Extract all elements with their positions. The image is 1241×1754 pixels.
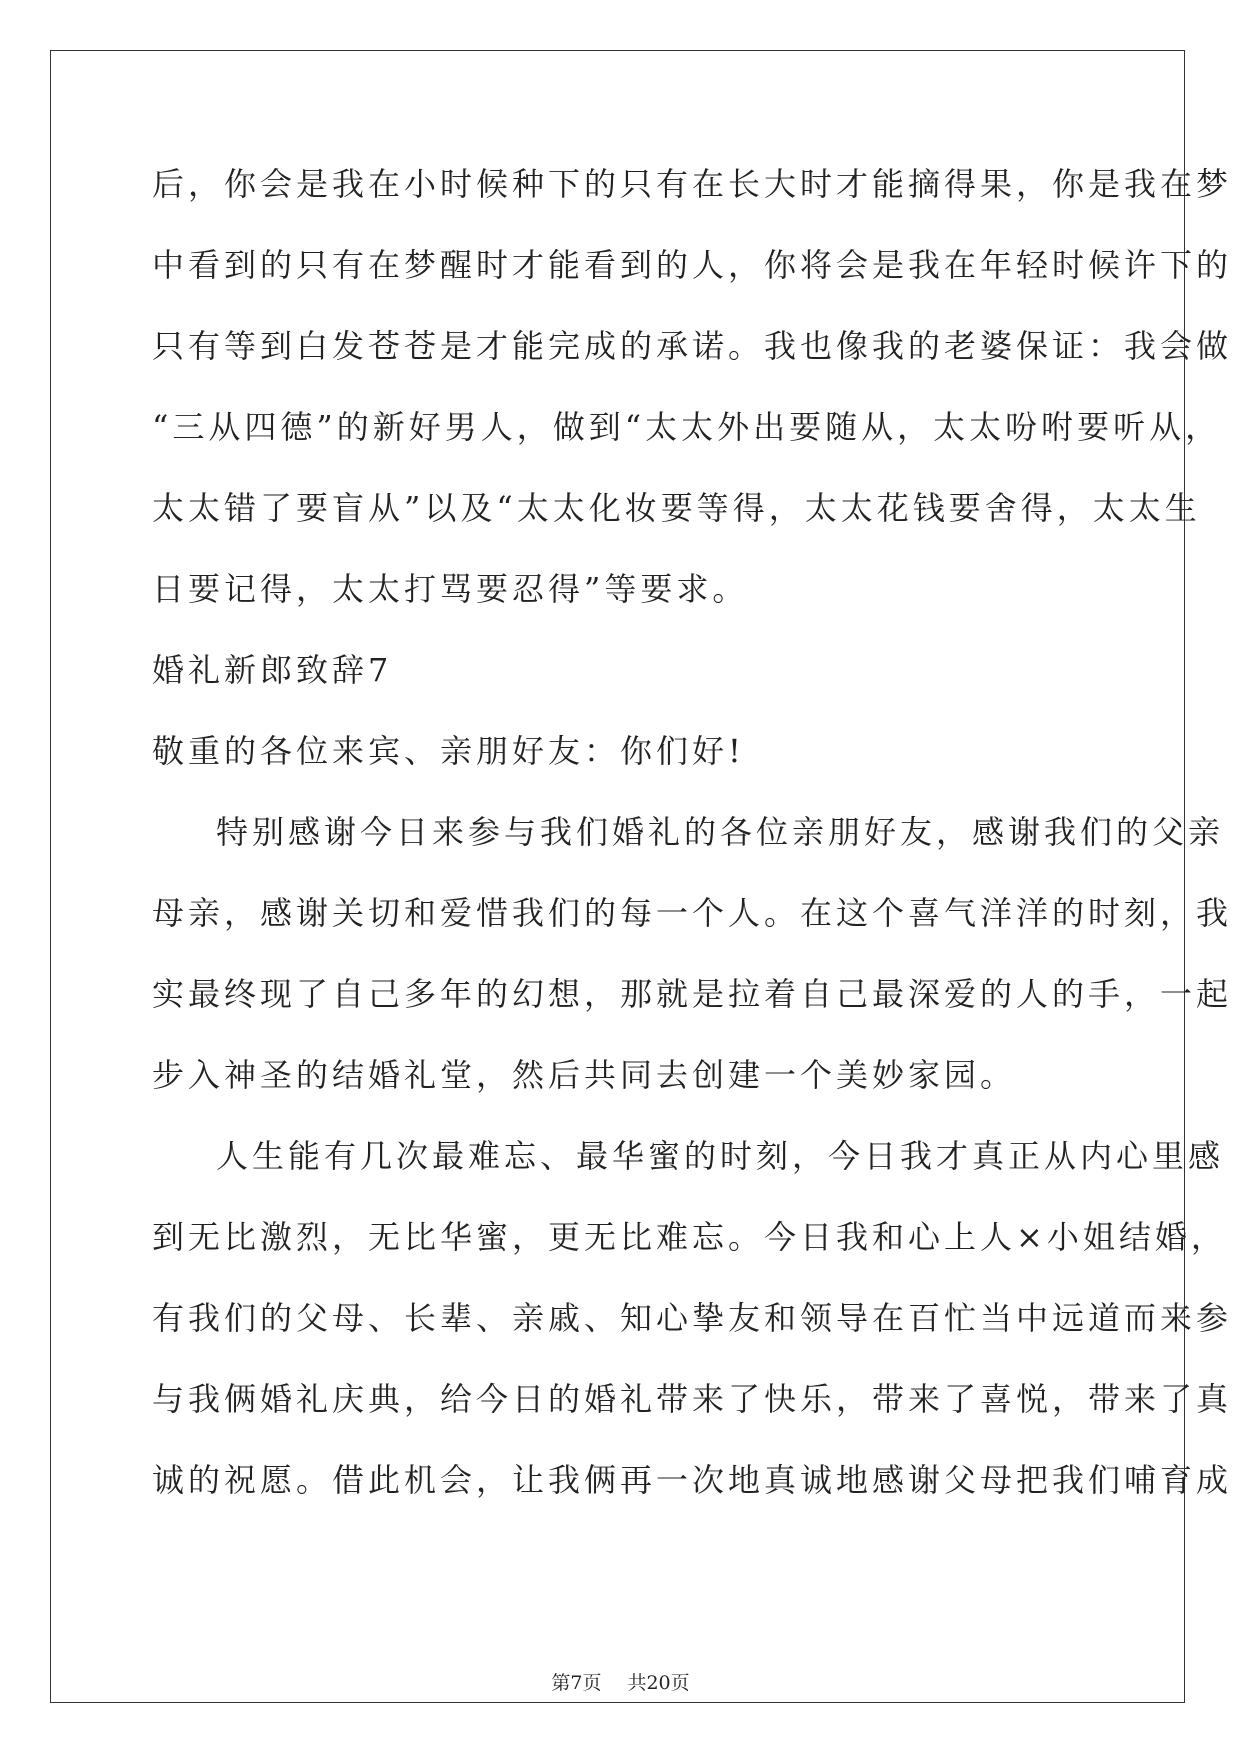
text-line: 人生能有几次最难忘、最华蜜的时刻，今日我才真正从内心里感 — [216, 1137, 1225, 1175]
document-body — [152, 164, 1233, 1541]
section-heading: 婚礼新郎致辞7 — [152, 651, 393, 689]
text-line: 有我们的父母、长辈、亲戚、知心挚友和领导在百忙当中远道而来参 — [152, 1299, 1233, 1337]
page-total: 共20页 — [627, 1672, 690, 1694]
salutation: 敬重的各位来宾、亲朋好友：你们好! — [152, 732, 745, 770]
text-line: 母亲，感谢关切和爱惜我们的每一个人。在这个喜气洋洋的时刻，我 — [152, 894, 1233, 932]
text-line: 诚的祝愿。借此机会，让我俩再一次地真诚地感谢父母把我们哺育成 — [152, 1461, 1233, 1499]
page-number: 第7页 — [551, 1672, 602, 1694]
text-line: 后，你会是我在小时候种下的只有在长大时才能摘得果，你是我在梦 — [152, 165, 1233, 203]
page-footer — [0, 1671, 1241, 1695]
text-line: 特别感谢今日来参与我们婚礼的各位亲朋好友，感谢我们的父亲 — [216, 813, 1225, 851]
text-line: 到无比激烈，无比华蜜，更无比难忘。今日我和心上人×小姐结婚， — [152, 1218, 1227, 1256]
text-line: 日要记得，太太打骂要忍得”等要求。 — [152, 570, 749, 608]
text-line: 实最终现了自己多年的幻想，那就是拉着自己最深爱的人的手，一起 — [152, 975, 1233, 1013]
text-line: 中看到的只有在梦醒时才能看到的人，你将会是我在年轻时候许下的 — [152, 246, 1233, 284]
text-line: 与我俩婚礼庆典，给今日的婚礼带来了快乐，带来了喜悦，带来了真 — [152, 1380, 1233, 1418]
text-line: “三从四德”的新好男人，做到“太太外出要随从，太太吩咐要听从， — [152, 408, 1222, 446]
text-line: 步入神圣的结婚礼堂，然后共同去创建一个美妙家园。 — [152, 1056, 1017, 1094]
text-line: 太太错了要盲从”以及“太太化妆要等得，太太花钱要舍得，太太生 — [152, 489, 1201, 527]
text-line: 只有等到白发苍苍是才能完成的承诺。我也像我的老婆保证：我会做 — [152, 327, 1233, 365]
